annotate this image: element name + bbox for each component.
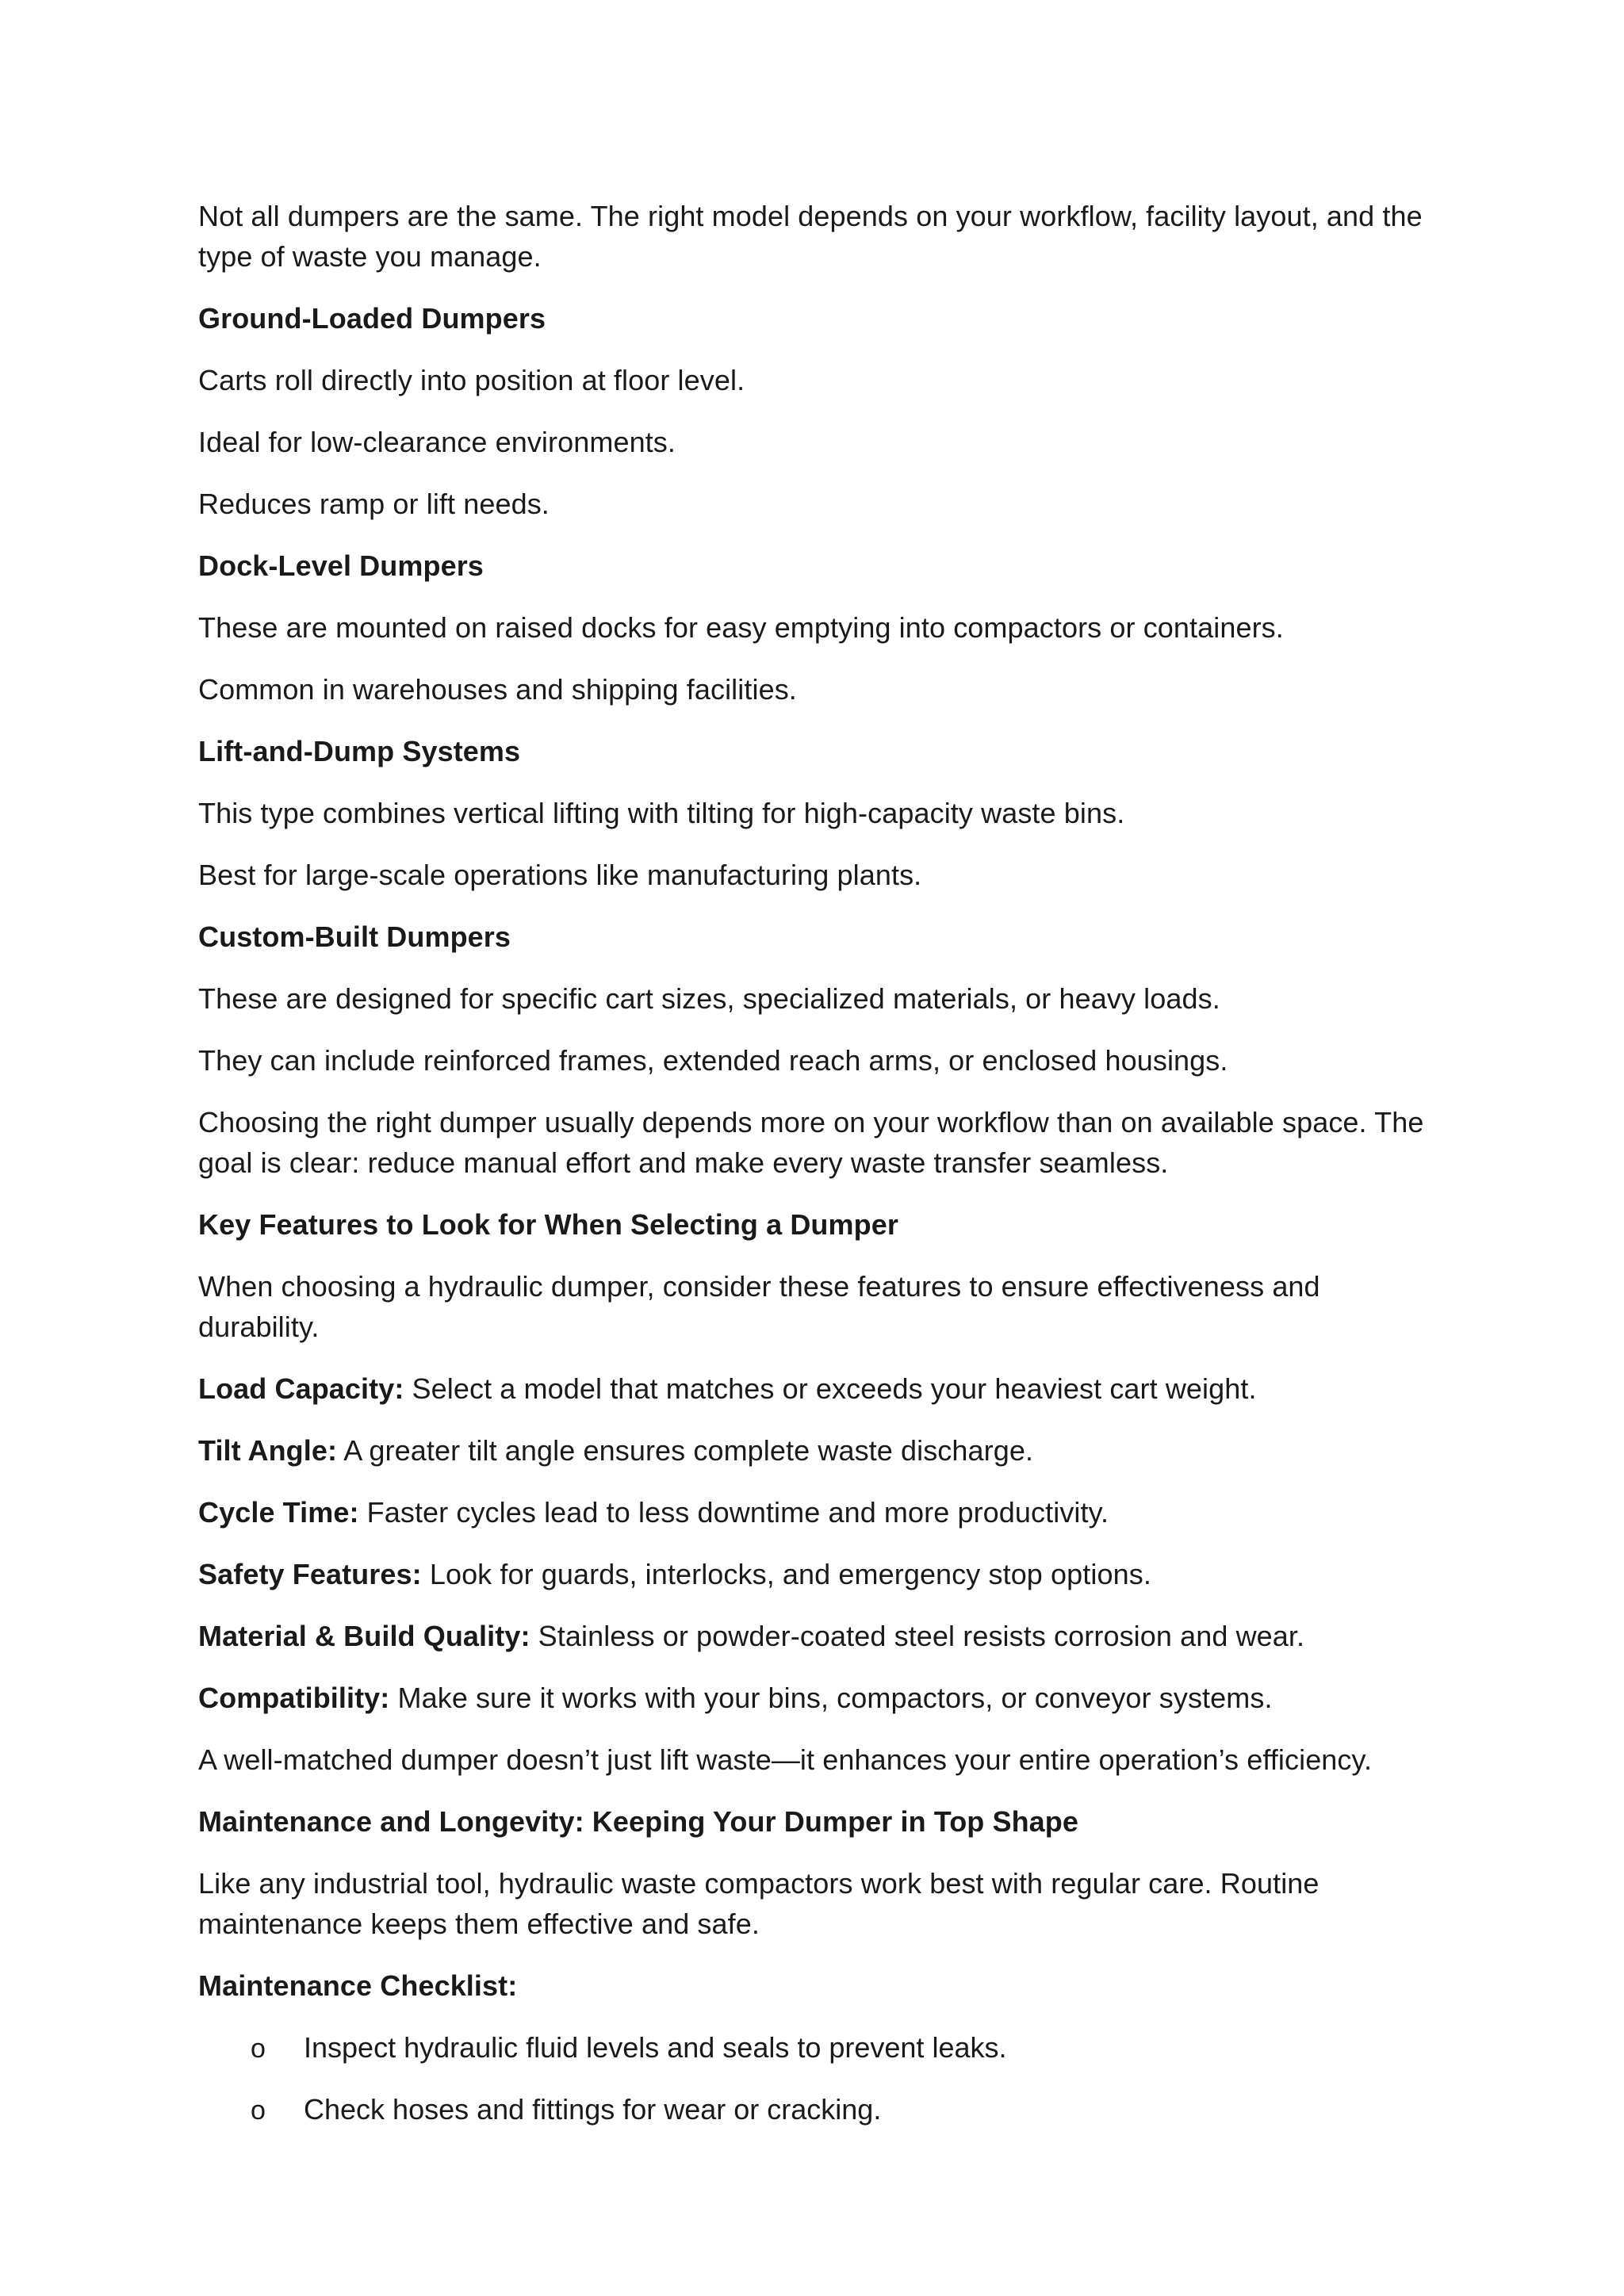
feature-text: Select a model that matches or exceeds your heaviest cart weight. — [404, 1372, 1257, 1405]
bullet-circle-icon: o — [251, 2095, 266, 2126]
feature-label: Safety Features: — [198, 1558, 422, 1590]
feature-text: A greater tilt angle ensures complete waste discharge. — [337, 1434, 1034, 1467]
choosing-summary-paragraph: Choosing the right dumper usually depends more on your workflow than on available space. The goal is clear: reduce manual effort and make every waste transfer seamless. — [198, 1106, 1424, 1179]
intro-paragraph: Not all dumpers are the same. The right model depends on your workflow, facility layout, and the type of waste you manage. — [198, 200, 1423, 273]
feature-label: Load Capacity: — [198, 1372, 404, 1405]
dock-level-line-1: These are mounted on raised docks for easy emptying into compactors or containers. — [198, 611, 1284, 644]
ground-loaded-line-2: Ideal for low-clearance environments. — [198, 426, 676, 458]
checklist-item — [198, 2027, 1435, 2068]
feature-text: Look for guards, interlocks, and emergency stop options. — [421, 1558, 1151, 1590]
feature-label: Tilt Angle: — [198, 1434, 338, 1467]
heading-ground-loaded: Ground-Loaded Dumpers — [198, 302, 546, 335]
checklist-item-text: Inspect hydraulic fluid levels and seals to prevent leaks. — [304, 2031, 1007, 2064]
ground-loaded-line-3: Reduces ramp or lift needs. — [198, 488, 550, 520]
feature-label: Compatibility: — [198, 1682, 390, 1714]
feature-label: Cycle Time: — [198, 1496, 359, 1529]
heading-maintenance: Maintenance and Longevity: Keeping Your Dumper in Top Shape — [198, 1805, 1079, 1838]
heading-dock-level: Dock-Level Dumpers — [198, 549, 484, 582]
dock-level-line-2: Common in warehouses and shipping facilities. — [198, 673, 797, 706]
document-page — [198, 196, 1435, 2151]
feature-compatibility — [198, 1678, 1435, 1718]
feature-label: Material & Build Quality: — [198, 1620, 530, 1652]
feature-cycle-time — [198, 1492, 1435, 1533]
checklist-item-text: Check hoses and fittings for wear or cracking. — [304, 2093, 882, 2126]
lift-and-dump-line-2: Best for large-scale operations like manufacturing plants. — [198, 859, 922, 891]
heading-key-features: Key Features to Look for When Selecting a Dumper — [198, 1208, 898, 1241]
checklist-item — [198, 2089, 1435, 2130]
key-features-closing: A well-matched dumper doesn’t just lift waste—it enhances your entire operation’s efficiency. — [198, 1743, 1373, 1776]
custom-built-line-2: They can include reinforced frames, extended reach arms, or enclosed housings. — [198, 1044, 1228, 1077]
custom-built-line-1: These are designed for specific cart sizes, specialized materials, or heavy loads. — [198, 982, 1220, 1015]
ground-loaded-line-1: Carts roll directly into position at floor level. — [198, 364, 745, 396]
bullet-circle-icon: o — [251, 2034, 266, 2064]
maintenance-intro: Like any industrial tool, hydraulic waste compactors work best with regular care. Routine maintenance keeps them effective and safe. — [198, 1867, 1320, 1940]
feature-text: Stainless or powder-coated steel resists corrosion and wear. — [530, 1620, 1305, 1652]
heading-lift-and-dump: Lift-and-Dump Systems — [198, 735, 521, 767]
feature-text: Faster cycles lead to less downtime and more productivity. — [358, 1496, 1109, 1529]
heading-custom-built: Custom-Built Dumpers — [198, 920, 511, 953]
feature-material-build — [198, 1616, 1435, 1656]
feature-text: Make sure it works with your bins, compactors, or conveyor systems. — [389, 1682, 1273, 1714]
heading-maintenance-checklist: Maintenance Checklist: — [198, 1969, 518, 2002]
feature-safety — [198, 1554, 1435, 1594]
feature-load-capacity — [198, 1368, 1435, 1409]
lift-and-dump-line-1: This type combines vertical lifting with tilting for high-capacity waste bins. — [198, 797, 1125, 829]
feature-tilt-angle — [198, 1430, 1435, 1471]
key-features-intro: When choosing a hydraulic dumper, consider these features to ensure effectiveness and durability. — [198, 1270, 1320, 1343]
